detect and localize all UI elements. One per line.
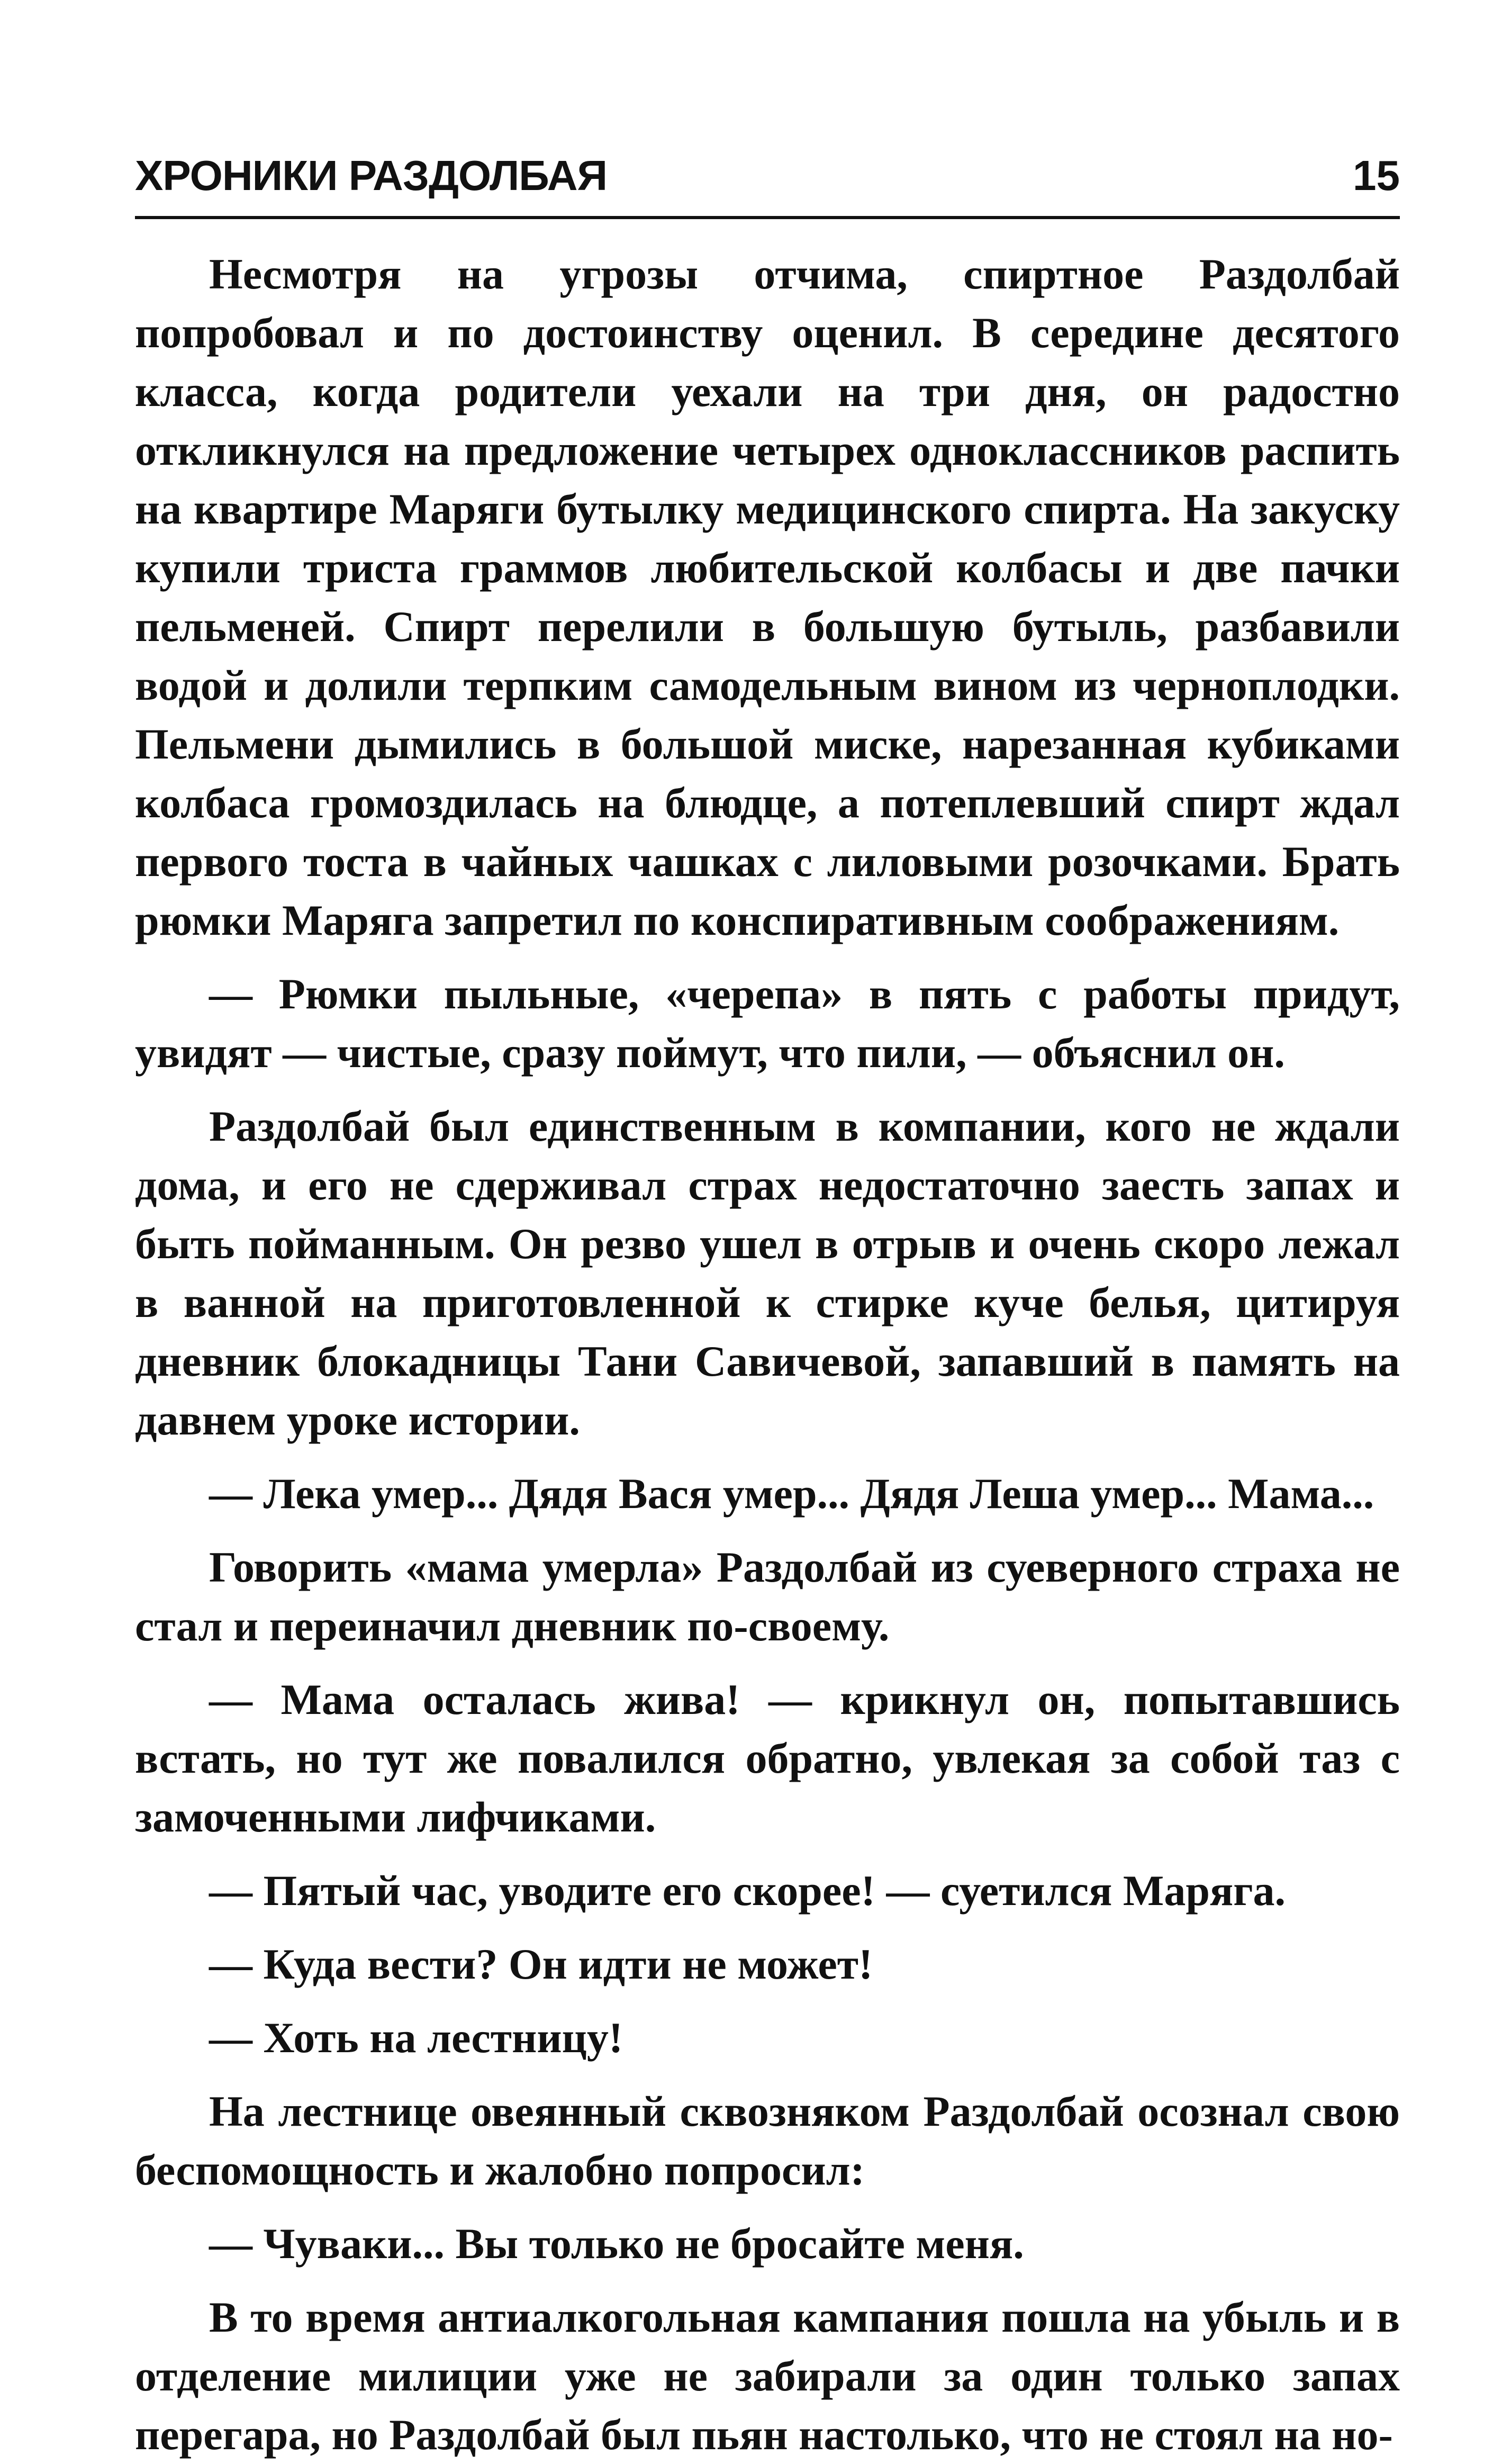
paragraph-12: В то время антиалкогольная кампания пошла на убыль и в отделение милиции уже не забирали за один только запах перегара, но Раздолбай был пьян настолько, что не стоял на но- (135, 2293, 1400, 2459)
paragraph-11: — Чуваки... Вы только не бросайте меня. (209, 2219, 1024, 2268)
paragraph-8: — Куда вести? Он идти не может! (209, 1940, 873, 1988)
page-header (135, 149, 1400, 207)
paragraph-7: — Пятый час, уводите его скорее! — суетился Маряга. (209, 1866, 1286, 1915)
paragraph-3: Раздолбай был единственным в компании, кого не ждали дома, и его не сдерживал страх недостаточно заесть запах и быть пойманным. Он резво ушел в отрыв и очень скоро лежал в ванной на приготовленной к стирке куче белья, цитируя дневник блокадницы Тани Савичевой, запавший в память на давнем уроке истории. (135, 1102, 1400, 1444)
paragraph-6: — Мама осталась жива! — крикнул он, попытавшись встать, но тут же повалился обратно, увлекая за собой таз с замоченными лифчиками. (135, 1675, 1400, 1841)
paragraph-2: — Рюмки пыльные, «черепа» в пять с работы придут, увидят — чистые, сразу поймут, что пили, — объяснил он. (135, 970, 1400, 1077)
page-number: 15 (1353, 152, 1400, 199)
paragraph-4: — Лека умер... Дядя Вася умер... Дядя Леша умер... Мама... (209, 1469, 1374, 1518)
body-text (135, 245, 1400, 2464)
running-title: ХРОНИКИ РАЗДОЛБАЯ (135, 152, 608, 199)
paragraph-1: Несмотря на угрозы отчима, спиртное Раздолбай попробовал и по достоинству оценил. В середине десятого класса, когда родители уехали на три дня, он радостно откликнулся на предложение четырех одноклассников распить на квартире Маряги бутылку медицинского спирта. На закуску купили триста граммов любительской колбасы и две пачки пельменей. Спирт перелили в большую бутыль, разбавили водой и долили терпким самодельным вином из черноплодки. Пельмени дымились в большой миске, нарезанная кубиками колбаса громоздилась на блюдце, а потеплевший спирт ждал первого тоста в чайных чашках с лиловыми розочками. Брать рюмки Маряга запретил по конспиративным соображениям. (135, 250, 1400, 944)
paragraph-9: — Хоть на лестницу! (209, 2014, 623, 2062)
paragraph-5: Говорить «мама умерла» Раздолбай из суеверного страха не стал и переиначил дневник по-своему. (135, 1543, 1400, 1650)
header-rule (135, 216, 1400, 219)
paragraph-10: На лестнице овеянный сквозняком Раздолбай осознал свою беспомощность и жалобно попросил: (135, 2087, 1400, 2194)
